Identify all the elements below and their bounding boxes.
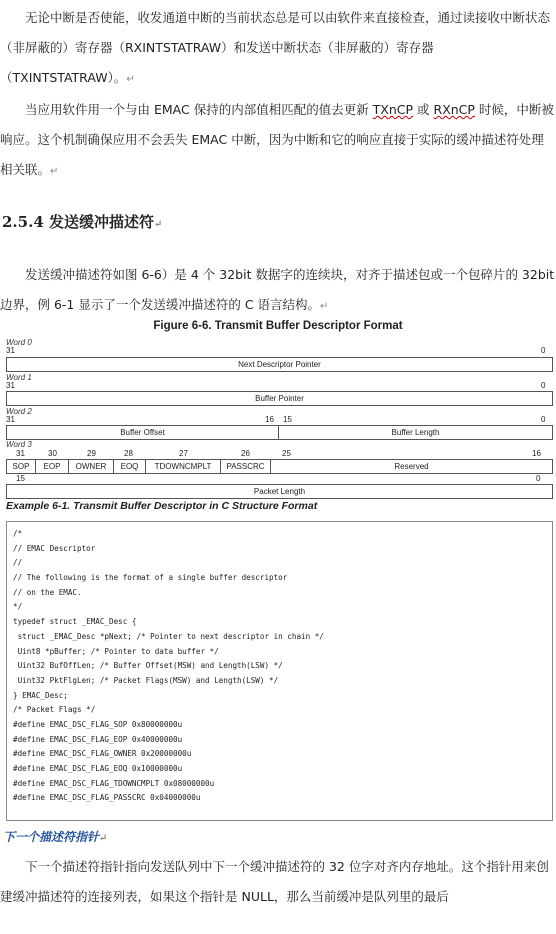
word3-bit-27: 27 — [179, 449, 188, 458]
paragraph-descriptor-intro: 发送缓冲描述符如图 6-6）是 4 个 32bit 数据字的连续块，对齐于描述包或一个包碎片的 32bit 边界，例 6-1 显示了一个发送缓冲描述符的 C 语言结构。↵ — [0, 267, 555, 312]
word1-bit-31: 31 — [6, 381, 15, 390]
tdowncmplt-field: TDOWNCMPLT — [145, 459, 221, 474]
word0-bit-0: 0 — [541, 346, 546, 355]
word3-bit-26: 26 — [241, 449, 250, 458]
word0-label: Word 0 — [6, 338, 32, 347]
word1-bit-0: 0 — [541, 381, 546, 390]
code-line: Uint32 PktFlgLen; /* Packet Flags(MSW) and Length(LSW) */ — [13, 675, 279, 685]
word1-label: Word 1 — [6, 373, 32, 382]
code-line: #define EMAC_DSC_FLAG_SOP 0x80000000u — [13, 719, 183, 729]
code-listing — [6, 521, 553, 821]
word0-bit-31: 31 — [6, 346, 15, 355]
word3-bit-30: 30 — [48, 449, 57, 458]
code-line: struct _EMAC_Desc *pNext; /* Pointer to next descriptor in chain */ — [13, 631, 324, 641]
code-line: // — [13, 558, 23, 568]
buffer-length-field: Buffer Length — [278, 425, 553, 440]
eop-field: EOP — [35, 459, 69, 474]
next-descriptor-pointer-field: Next Descriptor Pointer — [6, 357, 553, 372]
owner-field: OWNER — [68, 459, 114, 474]
reserved-field: Reserved — [270, 459, 553, 474]
paragraph-mark: ↵ — [50, 166, 59, 177]
code-line: } EMAC_Desc; — [13, 690, 68, 700]
code-line: Uint8 *pBuffer; /* Pointer to data buffer */ — [13, 646, 219, 656]
word3-bit-0: 0 — [536, 474, 541, 483]
word2-bit-31: 31 — [6, 415, 15, 424]
word3-bit-25: 25 — [282, 449, 291, 458]
buffer-pointer-field: Buffer Pointer — [6, 391, 553, 406]
code-line: #define EMAC_DSC_FLAG_EOQ 0x10000000u — [13, 764, 183, 773]
word3-bit-15: 15 — [16, 474, 25, 483]
code-line: #define EMAC_DSC_FLAG_OWNER 0x20000000u — [13, 749, 192, 759]
word3-bit-29: 29 — [87, 449, 96, 458]
word3-bit-28: 28 — [124, 449, 133, 458]
code-line: /* Packet Flags */ — [13, 705, 96, 715]
intro-text-block — [0, 3, 556, 187]
code-line: // on the EMAC. — [13, 587, 82, 597]
word3-bit-16: 16 — [532, 449, 541, 458]
packet-length-field: Packet Length — [6, 484, 553, 499]
eoq-field: EOQ — [113, 459, 146, 474]
code-line: */ — [13, 602, 23, 612]
buffer-offset-field: Buffer Offset — [6, 425, 279, 440]
paragraph-interrupt-status: 无论中断是否使能，收发通道中断的当前状态总是可以由软件来直接检查，通过读接收中断状态（非屏蔽的）寄存器（RXINTSTATRAW）和发送中断状态（非屏蔽的）寄存器（TXINTSTATRAW）。↵ — [0, 10, 551, 85]
word2-bit-16: 16 — [265, 415, 274, 424]
code-line: #define EMAC_DSC_FLAG_TDOWNCMPLT 0x08000000u — [13, 778, 215, 788]
code-line: // The following is the format of a single buffer descriptor — [13, 573, 288, 583]
subheading-next-descriptor: 下一个描述符指针↵ — [3, 830, 108, 844]
code-line: #define EMAC_DSC_FLAG_EOP 0x40000000u — [13, 734, 183, 744]
example-title: Example 6-1. Transmit Buffer Descriptor in C Structure Format — [6, 500, 318, 512]
word2-bit-15: 15 — [283, 415, 292, 424]
descriptor-intro-block — [0, 260, 556, 322]
word3-label: Word 3 — [6, 440, 32, 449]
code-line: /* — [13, 529, 23, 538]
section-heading: 2.5.4 发送缓冲描述符↵ — [2, 213, 163, 231]
paragraph-mark: ↵ — [126, 74, 135, 85]
word2-bit-0: 0 — [541, 415, 546, 424]
paragraph-interrupt-ack: 当应用软件用一个与由 EMAC 保持的内部值相匹配的值去更新 TXnCP 或 RXnCP 时候，中断被响应。这个机制确保应用不会丢失 EMAC 中断，因为中断和它的响应直接于实际的缓冲描述符处理相关联。↵ — [0, 102, 554, 177]
code-line: Uint32 BufOffLen; /* Buffer Offset(MSW) and Length(LSW) */ — [13, 661, 283, 671]
word2-label: Word 2 — [6, 407, 32, 416]
code-line: #define EMAC_DSC_FLAG_PASSCRC 0x04000000u — [13, 793, 201, 803]
code-line: typedef struct _EMAC_Desc { — [13, 617, 137, 627]
paragraph-next-pointer: 下一个描述符指针指向发送队列中下一个缓冲描述符的 32 位字对齐内存地址。这个指针用来创建缓冲描述符的连接列表，如果这个指针是 NULL，那么当前缓冲是队列里的最后 — [0, 859, 549, 904]
passcrc-field: PASSCRC — [220, 459, 271, 474]
sop-field: SOP — [6, 459, 36, 474]
figure-title: Figure 6-6. Transmit Buffer Descriptor Format — [153, 320, 403, 332]
next-pointer-block — [0, 852, 556, 912]
code-line: // EMAC Descriptor — [13, 543, 96, 553]
word3-bit-31: 31 — [16, 449, 25, 458]
